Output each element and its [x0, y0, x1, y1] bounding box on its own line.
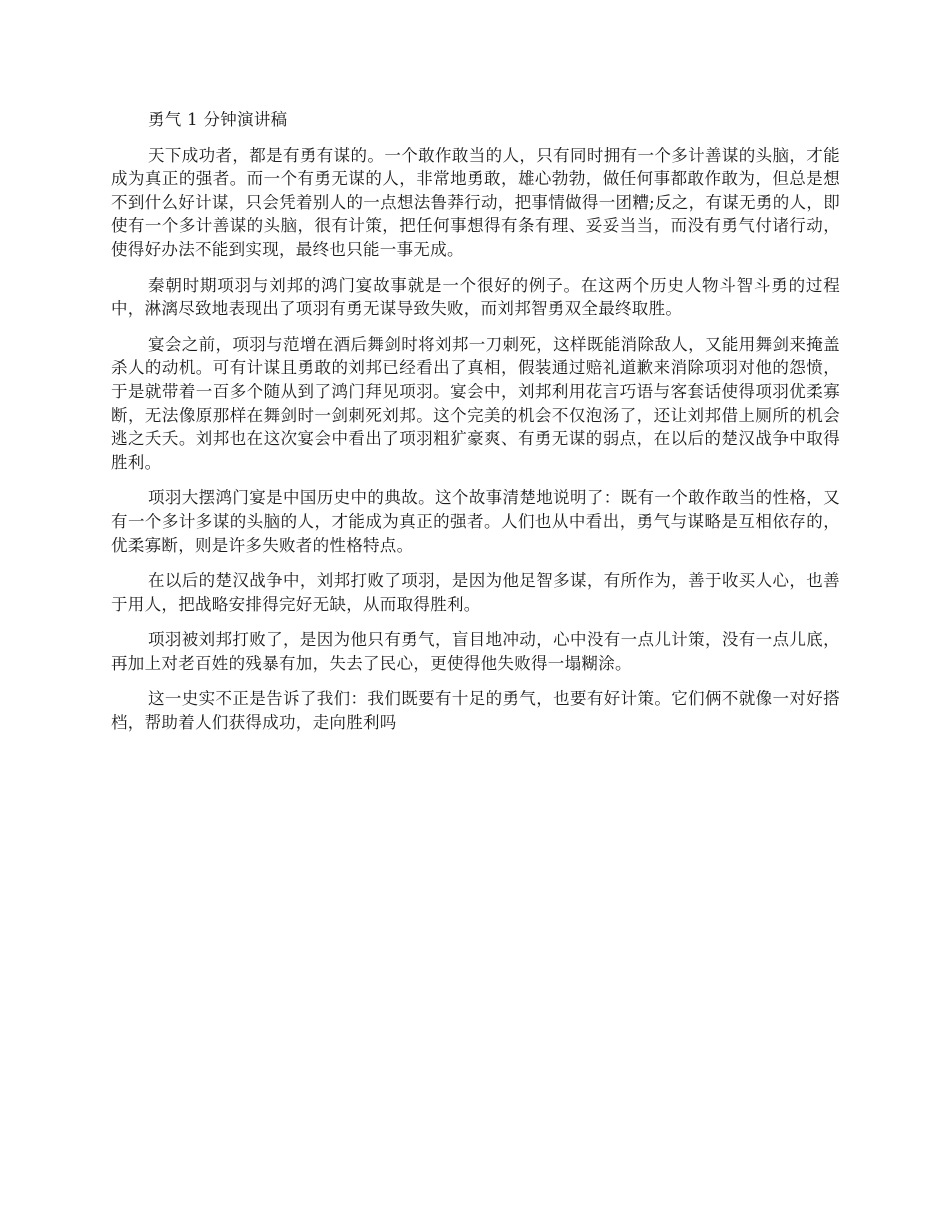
paragraph-2: 秦朝时期项羽与刘邦的鸿门宴故事就是一个很好的例子。在这两个历史人物斗智斗勇的过程中，淋漓尽致地表现出了项羽有勇无谋导致失败，而刘邦智勇双全最终取胜。: [111, 275, 840, 319]
paragraph-4: 项羽大摆鸿门宴是中国历史中的典故。这个故事清楚地说明了：既有一个敢作敢当的性格，又有一个多计多谋的头脑的人，才能成为真正的强者。人们也从中看出，勇气与谋略是互相依存的，优柔寡断，则是许多失败者的性格特点。: [111, 488, 840, 555]
paragraph-7: 这一史实不正是告诉了我们：我们既要有十足的勇气，也要有好计策。它们俩不就像一对好搭档，帮助着人们获得成功，走向胜利吗: [111, 689, 840, 733]
paragraph-5: 在以后的楚汉战争中，刘邦打败了项羽，是因为他足智多谋，有所作为，善于收买人心，也善于用人，把战略安排得完好无缺，从而取得胜利。: [111, 571, 840, 614]
paragraph-6: 项羽被刘邦打败了，是因为他只有勇气，盲目地冲动，心中没有一点儿计策，没有一点儿底，再加上对老百姓的残暴有加，失去了民心，更使得他失败得一塌糊涂。: [111, 630, 840, 673]
document-page: [111, 108, 840, 747]
paragraph-1: 天下成功者，都是有勇有谋的。一个敢作敢当的人，只有同时拥有一个多计善谋的头脑，才能成为真正的强者。而一个有勇无谋的人，非常地勇敢，雄心勃勃，做任何事都敢作敢为，但总是想不到什么好计谋，只会凭着别人的一点想法鲁莽行动，把事情做得一团糟;反之，有谋无勇的人，即使有一个多计善谋的头脑，很有计策，把任何事想得有条有理、妥妥当当，而没有勇气付诸行动，使得好办法不能到实现，最终也只能一事无成。: [111, 145, 840, 259]
document-title: 勇气 1 分钟演讲稿: [148, 110, 288, 129]
paragraph-3: 宴会之前，项羽与范增在酒后舞剑时将刘邦一刀刺死，这样既能消除敌人，又能用舞剑来掩盖杀人的动机。可有计谋且勇敢的刘邦已经看出了真相，假装通过赔礼道歉来消除项羽对他的怨愤，于是就带着一百多个随从到了鸿门拜见项羽。宴会中，刘邦利用花言巧语与客套话使得项羽优柔寡断，无法像原那样在舞剑时一剑刺死刘邦。这个完美的机会不仅泡汤了，还让刘邦借上厕所的机会逃之夭夭。刘邦也在这次宴会中看出了项羽粗犷豪爽、有勇无谋的弱点，在以后的楚汉战争中取得胜利。: [111, 334, 840, 472]
